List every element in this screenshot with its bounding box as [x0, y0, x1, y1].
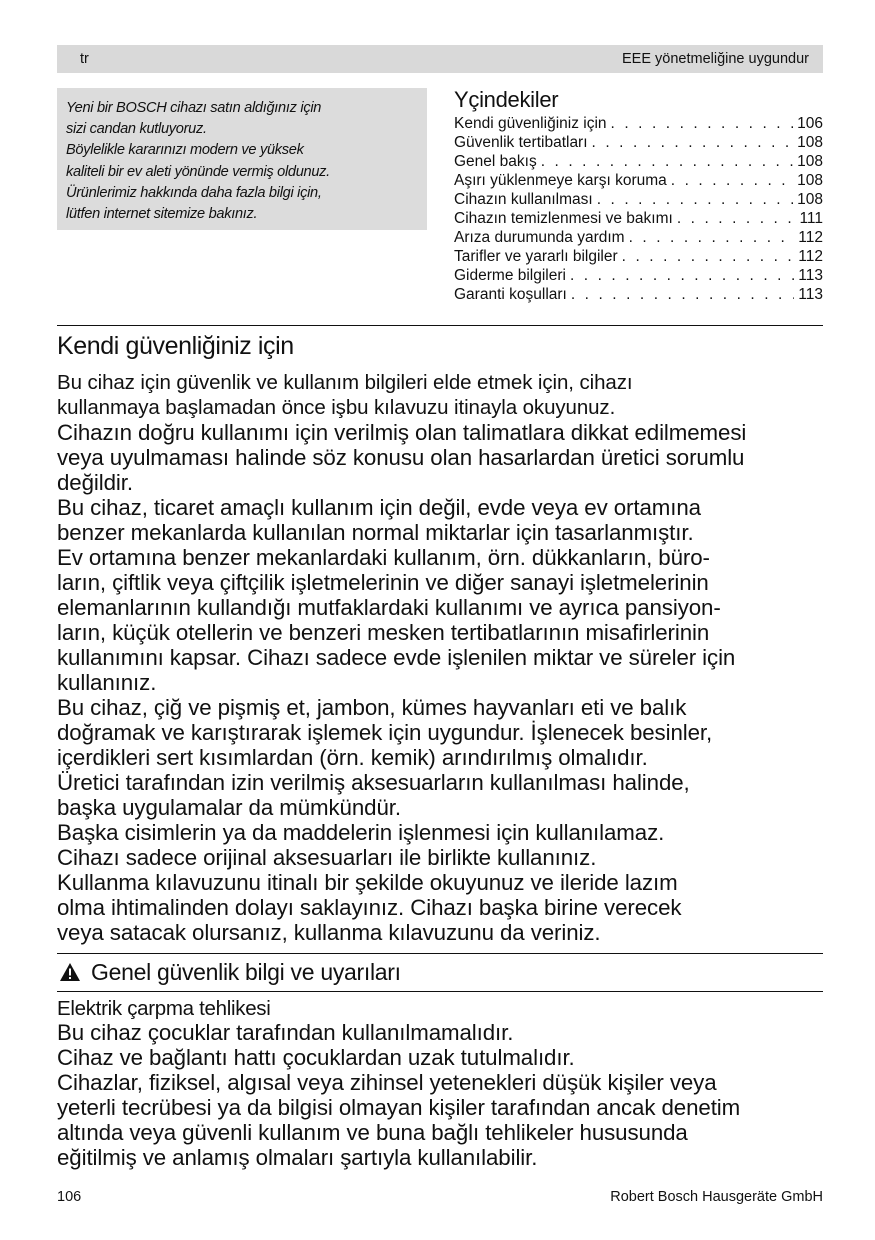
toc-leader-dots: [611, 114, 794, 133]
toc-entry[interactable]: [454, 171, 823, 190]
warning-title-text: Genel güvenlik bilgi ve uyarıları: [91, 959, 401, 985]
body-line: elemanlarının kullandığı mutfaklardaki kullanımı ve ayrıca pansiyon-: [57, 595, 721, 620]
toc-leader-dots: [622, 247, 795, 266]
intro-line: Böylelikle kararınızı modern ve yüksek: [66, 142, 304, 159]
toc-entry[interactable]: [454, 228, 823, 247]
warning-triangle-icon: [59, 962, 81, 982]
toc-entry-page: 108: [797, 191, 823, 208]
toc-leader-dots: [597, 190, 793, 209]
body-line: Kullanma kılavuzunu itinalı bir şekilde okuyunuz ve ileride lazım: [57, 870, 678, 895]
lead-line: Bu cihaz için güvenlik ve kullanım bilgileri elde etmek için, cihazı: [57, 371, 633, 394]
toc-leader-dots: [570, 266, 794, 285]
toc-entry-label: Cihazın temizlenmesi ve bakımı: [454, 210, 673, 227]
body-line: Cihazlar, fiziksel, algısal veya zihinsel yetenekleri düşük kişiler veya: [57, 1070, 717, 1095]
body-line: altında veya güvenli kullanım ve buna bağlı tehlikeler hususunda: [57, 1120, 688, 1145]
section-own-safety: [57, 330, 827, 945]
toc-leader-dots: [677, 209, 796, 228]
toc-entry[interactable]: [454, 266, 823, 285]
toc-entry-page: 108: [797, 153, 823, 170]
toc-leader-dots: [671, 171, 793, 190]
body-line: Üretici tarafından izin verilmiş aksesuarların kullanılması halinde,: [57, 770, 690, 795]
page-footer: [57, 1189, 823, 1205]
body-line: ların, küçük otellerin ve benzeri mesken tertibatlarının misafirlerinin: [57, 620, 710, 645]
toc-leader-dots: [592, 133, 794, 152]
section-divider: [57, 991, 823, 992]
toc-entry[interactable]: [454, 247, 823, 266]
intro-line: Yeni bir BOSCH cihazı satın aldığınız için: [66, 100, 322, 116]
body-line: içerdikleri sert kısımlardan (örn. kemik) arındırılmış olmalıdır.: [57, 745, 648, 770]
table-of-contents: [454, 86, 823, 304]
toc-entry-label: Kendi güvenliğiniz için: [454, 115, 607, 132]
page-number: 106: [57, 1189, 82, 1205]
toc-title: Yçindekiler: [454, 87, 559, 112]
toc-leader-dots: [541, 152, 793, 171]
subsection-title: Elektrik çarpma tehlikesi: [57, 997, 271, 1020]
body-line: benzer mekanlarda kullanılan normal miktarlar için tasarlanmıştır.: [57, 520, 694, 545]
body-line: kullanımını kapsar. Cihazı sadece evde işlenilen miktar ve süreler için: [57, 645, 736, 670]
toc-entry-page: 108: [797, 134, 823, 151]
body-line: Ev ortamına benzer mekanlardaki kullanım, örn. dükkanların, büro-: [57, 545, 710, 570]
toc-entry-label: Güvenlik tertibatları: [454, 134, 588, 151]
header-bar: [57, 45, 823, 73]
toc-entry-label: Arıza durumunda yardım: [454, 229, 625, 246]
body-line: eğitilmiş ve anlamış olmaları şartıyla kullanılabilir.: [57, 1145, 538, 1170]
warning-section-title: [57, 957, 823, 987]
body-line: Cihaz ve bağlantı hattı çocuklardan uzak tutulmalıdır.: [57, 1045, 575, 1070]
body-line: yeterli tecrübesi ya da bilgisi olmayan kişiler tarafından ancak denetim: [57, 1095, 741, 1120]
company-name: Robert Bosch Hausgeräte GmbH: [610, 1189, 823, 1205]
toc-entry-label: Tarifler ve yararlı bilgiler: [454, 248, 618, 265]
body-line: Bu cihaz çocuklar tarafından kullanılmamalıdır.: [57, 1020, 514, 1045]
toc-entry-page: 112: [798, 248, 823, 265]
intro-box: [57, 88, 427, 230]
toc-leader-dots: [571, 285, 794, 304]
toc-entry-label: Genel bakış: [454, 153, 537, 170]
intro-line: kaliteli bir ev aleti yönünde vermiş oldunuz.: [66, 163, 330, 180]
body-line: kullanınız.: [57, 670, 157, 695]
lead-line: kullanmaya başlamadan önce işbu kılavuzu itinayla okuyunuz.: [57, 396, 616, 419]
toc-entry-page: 108: [797, 172, 823, 189]
language-code: tr: [80, 51, 89, 67]
toc-entry-page: 112: [798, 229, 823, 246]
toc-entry[interactable]: [454, 285, 823, 304]
toc-leader-dots: [629, 228, 795, 247]
intro-line: sizi candan kutluyoruz.: [66, 121, 207, 138]
toc-entry-label: Giderme bilgileri: [454, 267, 566, 284]
body-line: ların, çiftlik veya çiftçilik işletmelerinin ve diğer sanayi işletmelerinin: [57, 570, 709, 595]
toc-entry-label: Aşırı yüklenmeye karşı koruma: [454, 172, 667, 189]
toc-entry[interactable]: [454, 114, 823, 133]
toc-entry[interactable]: [454, 190, 823, 209]
body-line: değildir.: [57, 470, 133, 495]
toc-entry-page: 113: [798, 267, 823, 284]
body-line: Cihazı sadece orijinal aksesuarları ile birlikte kullanınız.: [57, 845, 597, 870]
toc-entry[interactable]: [454, 209, 823, 228]
body-line: Cihazın doğru kullanımı için verilmiş olan talimatlara dikkat edilmemesi: [57, 420, 747, 445]
body-line: Başka cisimlerin ya da maddelerin işlenmesi için kullanılamaz.: [57, 820, 665, 845]
compliance-note: EEE yönetmeliğine uygundur: [621, 51, 809, 67]
toc-entry-page: 113: [798, 286, 823, 303]
section-title: Kendi güvenliğiniz için: [57, 332, 294, 360]
body-line: veya uyulmaması halinde söz konusu olan hasarlardan üretici sorumlu: [57, 445, 745, 470]
section-lead: [57, 370, 827, 420]
body-line: başka uygulamalar da mümkündür.: [57, 795, 401, 820]
body-line: Bu cihaz, çiğ ve pişmiş et, jambon, kümes hayvanları eti ve balık: [57, 695, 687, 720]
body-line: veya satacak olursanız, kullanma kılavuzunu da veriniz.: [57, 920, 601, 945]
toc-entry[interactable]: [454, 133, 823, 152]
body-line: doğramak ve karıştırarak işlemek için uygundur. İşlenecek besinler,: [57, 720, 713, 745]
body-line: Bu cihaz, ticaret amaçlı kullanım için değil, evde veya ev ortamına: [57, 495, 701, 520]
toc-entry-label: Garanti koşulları: [454, 286, 567, 303]
section-divider: [57, 953, 823, 954]
intro-line: lütfen internet sitemize bakınız.: [66, 206, 258, 223]
toc-entry-label: Cihazın kullanılması: [454, 191, 593, 208]
section-electric-shock: [57, 998, 827, 1170]
section-divider: [57, 325, 823, 326]
toc-entry-page: 111: [799, 210, 823, 227]
intro-line: Ürünlerimiz hakkında daha fazla bilgi için,: [66, 184, 322, 201]
toc-entry[interactable]: [454, 152, 823, 171]
toc-entry-page: 106: [797, 115, 823, 132]
body-line: olma ihtimalinden dolayı saklayınız. Cihazı başka birine verecek: [57, 895, 682, 920]
